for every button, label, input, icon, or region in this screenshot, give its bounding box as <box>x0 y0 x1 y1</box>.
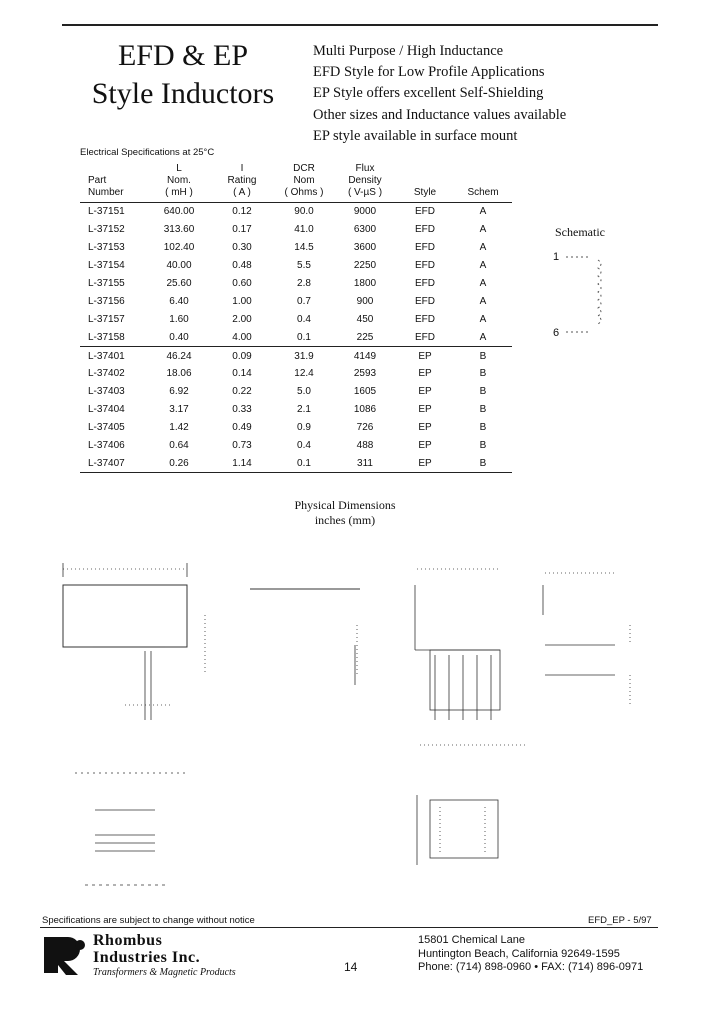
table-cell: 3.17 <box>169 404 189 416</box>
table-cell: 0.33 <box>232 404 252 416</box>
table-cell: B <box>479 404 487 416</box>
ep-side-view <box>415 569 525 745</box>
table-cell: 0.14 <box>232 368 252 380</box>
table-cell: A <box>479 278 487 289</box>
header-current-rating: I Rating ( A ) <box>210 161 274 203</box>
table-cell: 640.00 <box>163 206 195 218</box>
table-row <box>80 383 512 401</box>
table-row <box>80 221 512 239</box>
schematic-pin-1: 1 <box>553 251 560 263</box>
table-cell: 9000 <box>353 206 377 218</box>
table-cell: 5.5 <box>297 260 311 272</box>
table-cell: L-37403 <box>88 386 125 398</box>
table-row <box>80 401 512 419</box>
table-cell: 726 <box>356 422 374 434</box>
table-cell: 18.06 <box>166 368 192 380</box>
table-cell: 0.26 <box>148 454 210 472</box>
schematic-label: Schematic <box>555 225 605 239</box>
table-cell: 2.1 <box>297 404 311 416</box>
table-cell: 41.0 <box>294 224 314 236</box>
page-title-line1: EFD & EP <box>117 39 249 72</box>
header-style: Style <box>396 161 454 203</box>
company-address <box>418 934 643 975</box>
contact-phone-fax: Phone: (714) 898-0960 • FAX: (714) 896-0971 <box>418 961 644 973</box>
table-cell: 0.12 <box>232 206 252 218</box>
table-cell: L-37402 <box>88 368 125 380</box>
table-cell: L-37158 <box>88 331 125 343</box>
table-cell: EFD <box>415 278 435 289</box>
table-cell: EFD <box>415 206 435 218</box>
table-cell: A <box>479 242 487 254</box>
dimension-drawings <box>55 555 675 915</box>
page-title-line2: Style Inductors <box>91 77 275 110</box>
table-cell: 0.30 <box>232 242 252 254</box>
table-cell: EP <box>418 422 432 434</box>
top-rule <box>62 24 658 26</box>
document-code: EFD_EP - 5/97 <box>588 915 652 926</box>
table-cell: 900 <box>356 295 374 307</box>
efd-footprint <box>75 773 185 885</box>
feature-item: EP Style offers excellent Self-Shielding <box>313 85 544 102</box>
table-cell: L-37156 <box>88 295 125 307</box>
table-cell: 1.42 <box>169 422 189 434</box>
table-cell: 0.48 <box>232 260 252 272</box>
table-cell: A <box>479 260 487 272</box>
table-cell: A <box>479 295 487 307</box>
header-flux-density: Flux Density ( V-µS ) <box>334 161 396 203</box>
table-cell: 31.9 <box>274 347 334 365</box>
table-cell: 4149 <box>334 347 396 365</box>
feature-item: EFD Style for Low Profile Applications <box>313 64 545 81</box>
table-cell: 2250 <box>353 260 377 272</box>
table-cell: 1800 <box>353 278 377 289</box>
table-cell: EP <box>418 368 432 380</box>
table-cell: EFD <box>415 313 435 325</box>
table-cell: 46.24 <box>148 347 210 365</box>
table-cell: 1.60 <box>169 313 189 325</box>
table-cell: 0.1 <box>274 454 334 472</box>
table-row <box>80 347 512 365</box>
table-cell: EFD <box>415 242 435 254</box>
table-row <box>80 437 512 455</box>
table-cell: EP <box>418 404 432 416</box>
schematic-diagram <box>560 250 612 340</box>
table-cell: EFD <box>415 260 435 272</box>
feature-list <box>313 41 566 147</box>
table-cell: L-37155 <box>88 278 125 289</box>
table-cell: B <box>454 347 512 365</box>
table-cell: 0.4 <box>297 313 311 325</box>
table-cell: 0.60 <box>232 278 252 289</box>
company-name: Rhombus Industries Inc. <box>93 932 201 966</box>
table-cell: A <box>479 224 487 236</box>
table-cell: 450 <box>356 313 374 325</box>
table-cell: 313.60 <box>163 224 195 236</box>
table-cell: L-37405 <box>88 422 125 434</box>
table-row <box>80 419 512 437</box>
footer-note: Specifications are subject to change without notice <box>42 915 255 926</box>
table-cell: EFD <box>415 224 435 236</box>
table-row <box>80 292 512 310</box>
table-cell: EP <box>418 386 432 398</box>
table-row <box>80 310 512 328</box>
table-cell: L-37406 <box>88 440 125 452</box>
table-cell: 6.40 <box>169 295 189 307</box>
table-cell: A <box>479 206 487 218</box>
table-cell: 1086 <box>353 404 377 416</box>
table-cell: 102.40 <box>163 242 195 254</box>
schematic-pin-6: 6 <box>553 327 560 339</box>
table-cell: 40.00 <box>166 260 192 272</box>
address-city: Huntington Beach, California 92649-1595 <box>418 947 620 960</box>
table-cell: 0.7 <box>297 295 311 307</box>
table-cell: 0.9 <box>297 422 311 434</box>
spec-caption: Electrical Specifications at 25°C <box>80 147 215 158</box>
table-cell: B <box>479 440 487 452</box>
spec-table-body <box>80 203 512 473</box>
table-cell: 225 <box>356 331 374 343</box>
table-cell: A <box>479 313 487 325</box>
feature-item: Multi Purpose / High Inductance <box>313 43 504 59</box>
feature-item: EP style available in surface mount <box>313 127 518 144</box>
table-cell: 0.09 <box>210 347 274 365</box>
header-schematic: Schem <box>454 161 512 203</box>
header-part-number: Part Number <box>80 161 148 203</box>
page-number: 14 <box>344 960 358 974</box>
company-tagline: Transformers & Magnetic Products <box>93 967 236 978</box>
table-row <box>80 257 512 275</box>
table-cell: 4.00 <box>232 331 252 343</box>
table-cell: A <box>479 331 487 343</box>
table-cell: 2.00 <box>232 313 252 325</box>
table-row <box>80 203 512 221</box>
table-cell: L-37151 <box>88 206 125 218</box>
efd-side-view <box>250 589 360 685</box>
spec-table-header <box>80 161 512 203</box>
header-inductance: L Nom. ( mH ) <box>148 161 210 203</box>
company-logo <box>42 933 88 977</box>
address-street: 15801 Chemical Lane <box>418 934 526 946</box>
table-row <box>80 239 512 257</box>
table-cell: 2593 <box>353 368 377 380</box>
footer-rule <box>40 927 658 928</box>
electrical-spec-table <box>80 161 512 473</box>
table-cell: EP <box>396 454 454 472</box>
table-cell: EP <box>396 347 454 365</box>
table-cell: 1.14 <box>210 454 274 472</box>
table-cell: L-37401 <box>80 347 148 365</box>
table-cell: L-37404 <box>88 404 125 416</box>
ep-top-view <box>543 573 630 705</box>
table-cell: 0.73 <box>232 440 252 452</box>
table-cell: 1605 <box>353 386 377 398</box>
table-cell: 14.5 <box>294 242 314 254</box>
table-cell: 0.17 <box>232 224 252 236</box>
table-row <box>80 365 512 383</box>
header-dcr: DCR Nom ( Ohms ) <box>274 161 334 203</box>
table-cell: B <box>479 368 487 380</box>
table-cell: 3600 <box>353 242 377 254</box>
table-cell: 6.92 <box>169 386 189 398</box>
table-cell: 90.0 <box>294 206 314 218</box>
table-row <box>80 454 512 472</box>
table-cell: 1.00 <box>232 295 252 307</box>
table-row <box>80 328 512 346</box>
table-cell: 0.40 <box>169 331 189 343</box>
table-cell: 0.22 <box>232 386 252 398</box>
efd-top-view <box>63 563 205 720</box>
table-cell: B <box>479 422 487 434</box>
table-cell: 0.1 <box>297 331 311 343</box>
table-cell: EFD <box>415 295 435 307</box>
table-cell: B <box>479 386 487 398</box>
table-cell: B <box>454 454 512 472</box>
table-cell: 5.0 <box>297 386 311 398</box>
dimensions-title: Physical Dimensions inches (mm) <box>294 498 396 527</box>
table-cell: 488 <box>356 440 374 452</box>
table-cell: 0.4 <box>297 440 311 452</box>
feature-item: Other sizes and Inductance values available <box>313 106 567 123</box>
table-row <box>80 275 512 293</box>
table-cell: 6300 <box>353 224 377 236</box>
table-cell: L-37157 <box>88 313 125 325</box>
table-cell: L-37153 <box>88 242 125 254</box>
table-cell: 25.60 <box>166 278 192 289</box>
table-cell: L-37154 <box>88 260 125 272</box>
table-cell: 0.64 <box>169 440 189 452</box>
ep-footprint <box>417 795 498 865</box>
table-cell: 311 <box>334 454 396 472</box>
table-cell: 2.8 <box>297 278 311 289</box>
table-cell: 12.4 <box>294 368 314 380</box>
table-cell: L-37407 <box>80 454 148 472</box>
table-cell: L-37152 <box>88 224 125 236</box>
table-cell: EP <box>418 440 432 452</box>
table-cell: 0.49 <box>232 422 252 434</box>
table-cell: EFD <box>415 331 435 343</box>
